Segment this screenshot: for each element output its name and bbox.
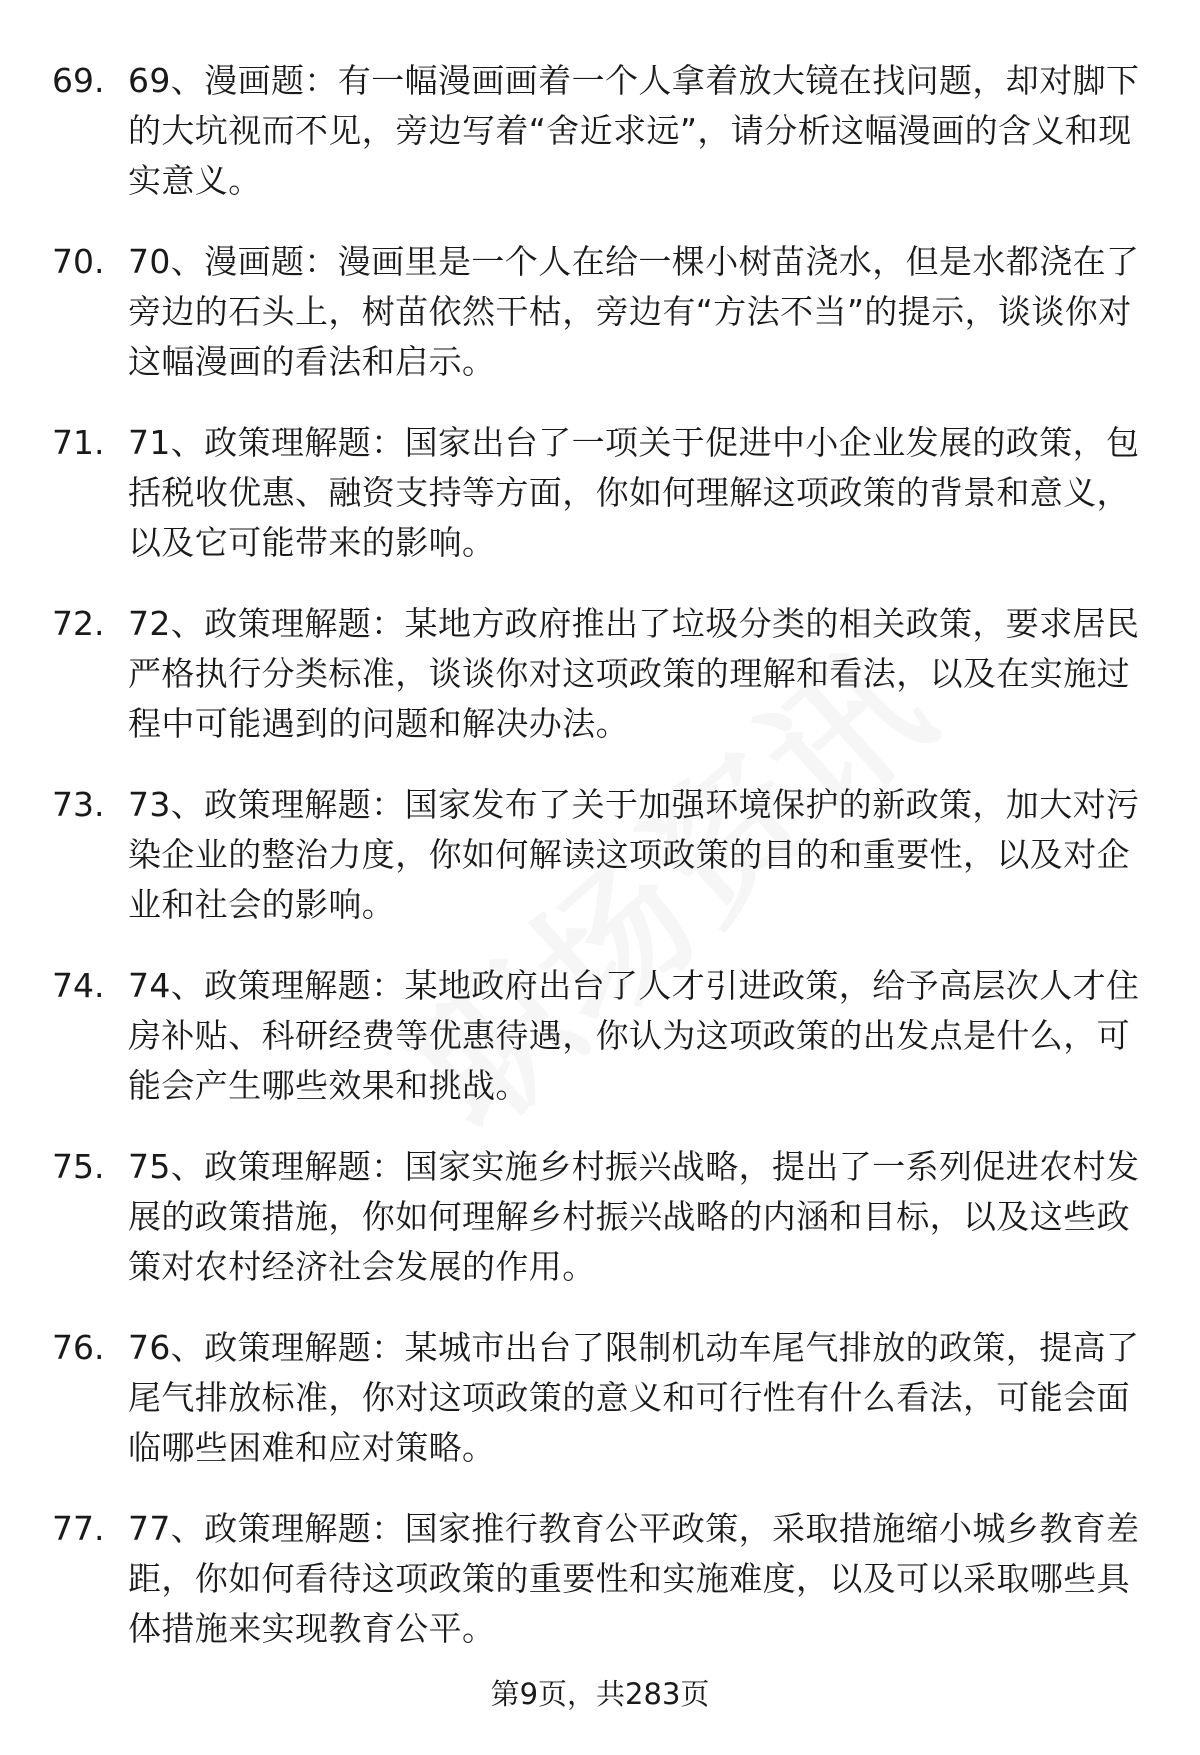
question-number: 77.: [52, 1509, 105, 1548]
question-item-73: [52, 780, 1152, 961]
question-text: 75、政策理解题：国家实施乡村振兴战略，提出了一系列促进农村发展的政策措施，你如何理解乡村振兴战略的内涵和目标，以及这些政策对农村经济社会发展的作用。: [128, 1147, 1140, 1286]
question-number: 69.: [52, 61, 105, 100]
question-number: 70.: [52, 242, 105, 281]
question-number: 71.: [52, 423, 105, 462]
question-text: 71、政策理解题：国家出台了一项关于促进中小企业发展的政策，包括税收优惠、融资支持等方面，你如何理解这项政策的背景和意义，以及它可能带来的影响。: [128, 423, 1140, 562]
page-number-label: 第9页，共283页: [490, 1677, 710, 1711]
question-number: 76.: [52, 1328, 105, 1367]
question-item-71: [52, 418, 1152, 599]
question-text: 69、漫画题：有一幅漫画画着一个人拿着放大镜在找问题，却对脚下的大坑视而不见，旁边写着“舍近求远”，请分析这幅漫画的含义和现实意义。: [128, 61, 1140, 200]
question-item-76: [52, 1323, 1152, 1504]
question-text: 72、政策理解题：某地方政府推出了垃圾分类的相关政策，要求居民严格执行分类标准，谈谈你对这项政策的理解和看法，以及在实施过程中可能遇到的问题和解决办法。: [128, 604, 1140, 743]
question-number: 73.: [52, 785, 105, 824]
question-text: 76、政策理解题：某城市出台了限制机动车尾气排放的政策，提高了尾气排放标准，你对这项政策的意义和可行性有什么看法，可能会面临哪些困难和应对策略。: [128, 1328, 1140, 1467]
page-footer: [0, 1674, 1200, 1714]
question-text: 74、政策理解题：某地政府出台了人才引进政策，给予高层次人才住房补贴、科研经费等优惠待遇，你认为这项政策的出发点是什么，可能会产生哪些效果和挑战。: [128, 966, 1140, 1105]
question-item-70: [52, 237, 1152, 418]
question-number: 75.: [52, 1147, 105, 1186]
question-list: [52, 56, 1152, 1685]
question-text: 73、政策理解题：国家发布了关于加强环境保护的新政策，加大对污染企业的整治力度，你如何解读这项政策的目的和重要性，以及对企业和社会的影响。: [128, 785, 1140, 924]
question-number: 74.: [52, 966, 105, 1005]
question-number: 72.: [52, 604, 105, 643]
question-item-75: [52, 1142, 1152, 1323]
question-item-74: [52, 961, 1152, 1142]
question-item-77: [52, 1504, 1152, 1685]
question-item-69: [52, 56, 1152, 237]
question-text: 77、政策理解题：国家推行教育公平政策，采取措施缩小城乡教育差距，你如何看待这项政策的重要性和实施难度，以及可以采取哪些具体措施来实现教育公平。: [128, 1509, 1140, 1648]
question-item-72: [52, 599, 1152, 780]
question-text: 70、漫画题：漫画里是一个人在给一棵小树苗浇水，但是水都浇在了旁边的石头上，树苗依然干枯，旁边有“方法不当”的提示，谈谈你对这幅漫画的看法和启示。: [128, 242, 1140, 381]
